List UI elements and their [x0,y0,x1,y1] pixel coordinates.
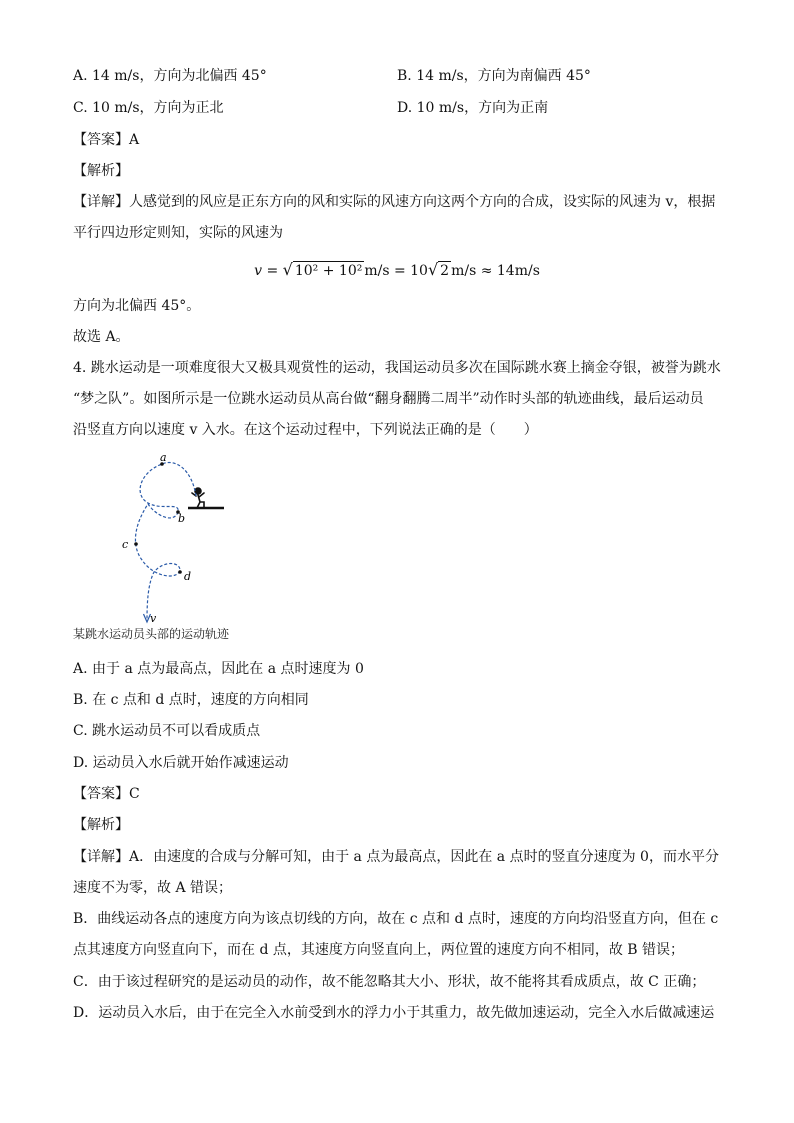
label-a: a [160,452,167,464]
diver-icon [192,487,204,508]
q3-detail-line-1: 【详解】人感觉到的风应是正东方向的风和实际的风速方向这两个方向的合成，设实际的风速为 v，根据 [73,194,716,210]
trajectory-curve [135,462,196,620]
q4-detail-b-line-1: B．曲线运动各点的速度方向为该点切线的方向，故在 c 点和 d 点时，速度的方向均沿竖直方向，但在 c [73,911,719,927]
q4-stem-line-2: “梦之队”。如图所示是一位跳水运动员从高台做“翻身翻腾二周半”动作时头部的轨迹曲线，最后运动员 [73,391,704,407]
q3-choose: 故选 A。 [73,329,130,345]
formula-equals: = [262,263,283,279]
q3-analysis-heading: 【解析】 [73,163,129,179]
q4-detail-c: C．由于该过程研究的是运动员的动作，故不能忽略其大小、形状，故不能将其看成质点，故 C 正确； [73,974,706,990]
point-c [134,542,138,546]
q4-stem-line-1: 4. 跳水运动是一项难度很大又极具观赏性的运动，我国运动员多次在国际跳水赛上摘金夺银，被誉为跳水 [73,360,721,376]
q4-option-b: B. 在 c 点和 d 点时，速度的方向相同 [73,692,309,708]
q3-detail-line-2: 平行四边形定则知，实际的风速为 [73,225,283,241]
q3-option-b: B. 14 m/s，方向为南偏西 45° [397,68,591,84]
q3-option-a: A. 14 m/s，方向为北偏西 45° [73,68,267,84]
label-d: d [184,570,192,583]
q4-option-c: C. 跳水运动员不可以看成质点 [73,723,261,739]
q4-stem-line-3: 沿竖直方向以速度 v 入水。在这个运动过程中，下列说法正确的是（ ） [73,422,538,438]
label-c: c [122,538,129,551]
q4-detail-b-line-2: 点其速度方向竖直向下，而在 d 点，其速度方向竖直向上，两位置的速度方向不相同，故 B 错误； [73,942,685,958]
q4-analysis-heading: 【解析】 [73,817,129,833]
q3-option-c: C. 10 m/s，方向为正北 [73,100,224,116]
formula-radicand: 10² + 10² [294,263,363,279]
q4-option-d: D. 运动员入水后就开始作减速运动 [73,755,289,771]
q4-answer: 【答案】C [73,786,140,802]
q3-formula [0,258,794,283]
q3-conclusion: 方向为北偏西 45°。 [73,298,201,314]
q4-detail-a-line-1: 【详解】A．由速度的合成与分解可知，由于 a 点为最高点，因此在 a 点时的竖直分速度为 0，而水平分 [73,849,719,865]
radical-sign-icon-2: √ [427,260,439,279]
formula-sqrt2: 2 [440,263,450,279]
radical-sign-icon: √ [282,260,293,279]
q4-detail-d: D．运动员入水后，由于在完全入水前受到水的浮力小于其重力，故先做加速运动，完全入水后做减速运 [73,1005,715,1021]
label-b: b [178,512,186,525]
figure-caption: 某跳水运动员头部的运动轨迹 [73,627,230,641]
point-d [178,570,182,574]
q3-option-d: D. 10 m/s，方向为正南 [397,100,549,116]
q4-detail-a-line-2: 速度不为零，故 A 错误； [73,880,233,896]
formula-unit-2: m/s ≈ 14m/s [451,263,540,279]
formula-lhs: v [254,263,263,279]
q3-answer: 【答案】A [73,132,140,148]
diver-trajectory-figure [100,452,250,627]
formula-unit-1: m/s = 10 [364,263,428,279]
q4-option-a: A. 由于 a 点为最高点，因此在 a 点时速度为 0 [73,661,364,677]
label-v: v [150,612,157,625]
